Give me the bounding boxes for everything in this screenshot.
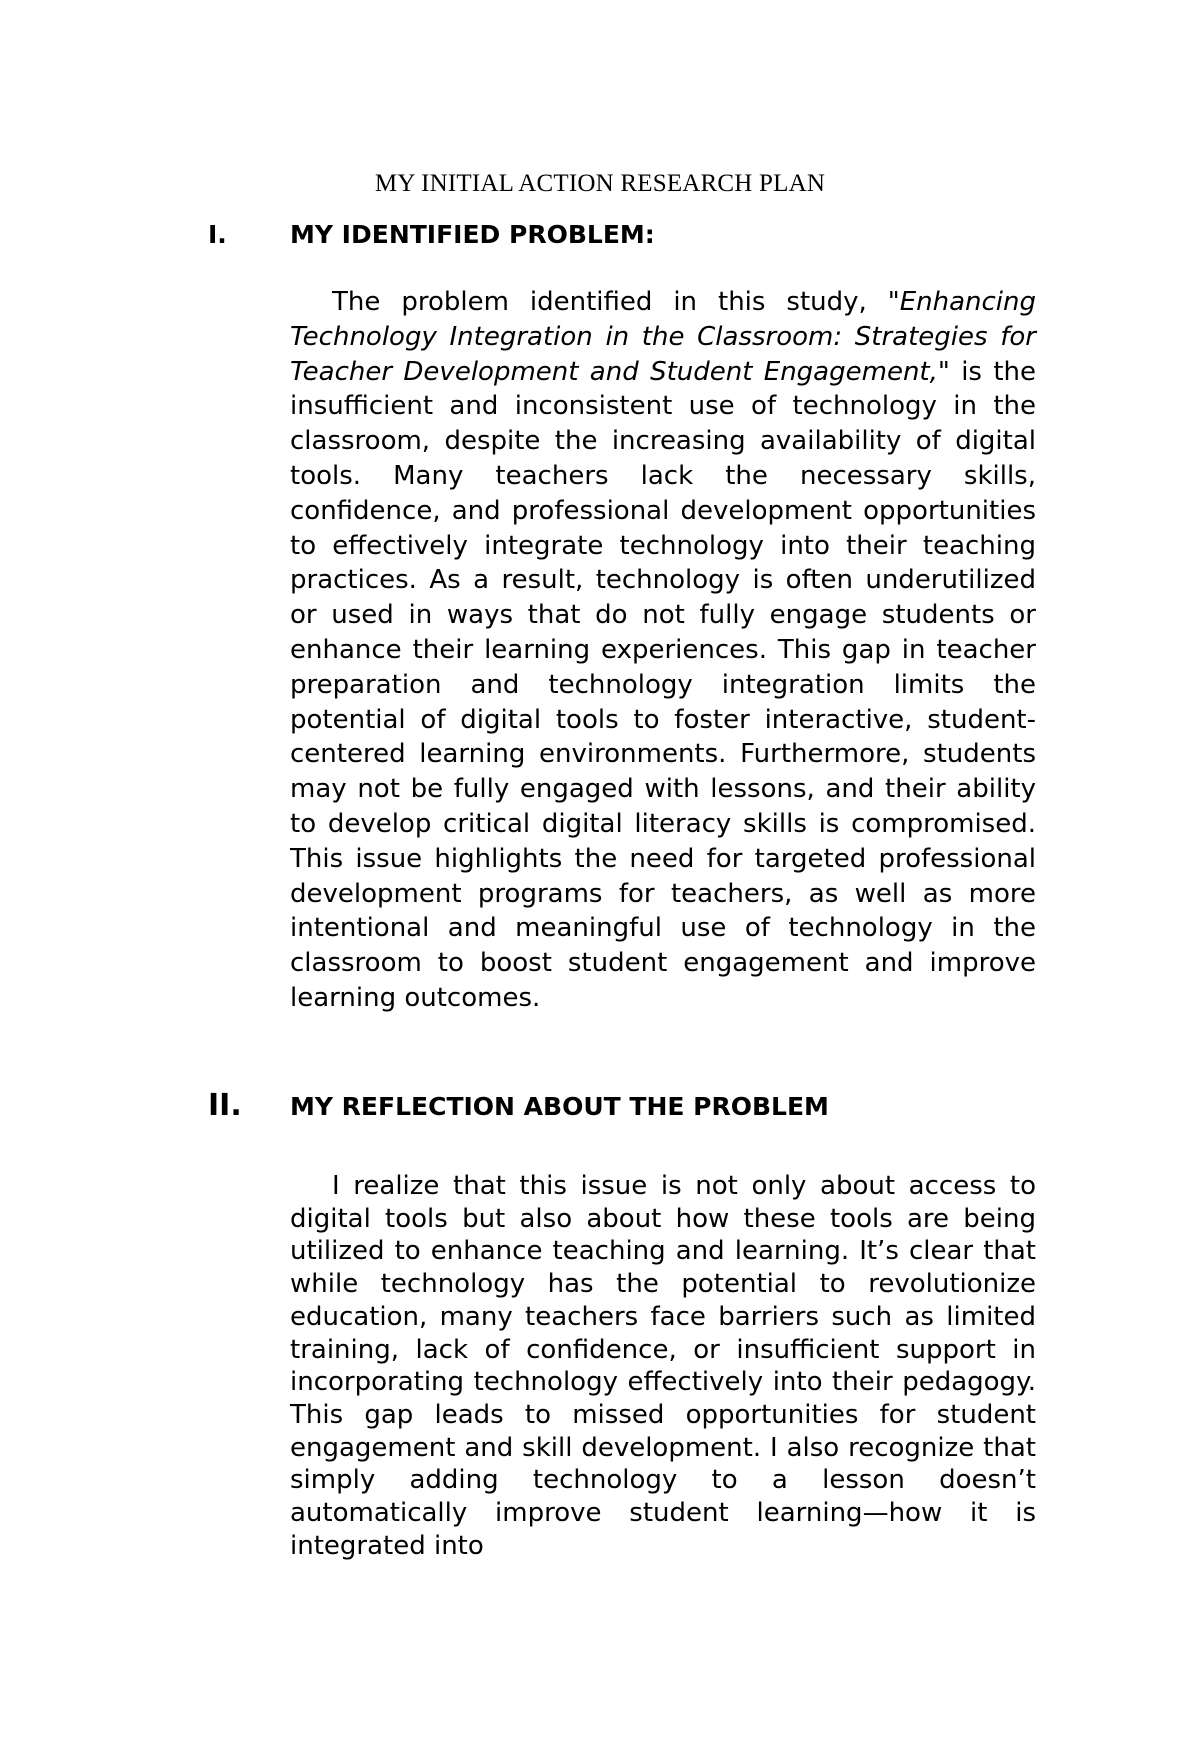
document-title: MY INITIAL ACTION RESEARCH PLAN xyxy=(374,170,826,197)
paragraph-lead-text: The problem identified in this study, " xyxy=(332,287,900,317)
section-title: MY IDENTIFIED PROBLEM: xyxy=(290,220,655,249)
study-title: Enhancing Technology Integration in the Classroom: Strategies for Teacher Development and Student Engagement, xyxy=(290,287,1036,387)
paragraph-body-text: " is the insufficient and inconsistent use of technology in the classroom, despite the increasing availability of digital tools. Many teachers lack the necessary skills, confidence, and professional development opportunities to effectively integrate technology into their teaching practices. As a result, technology is often underutilized or used in ways that do not fully engage students or enhance their learning experiences. This gap in teacher preparation and technology integration limits the potential of digital tools to foster interactive, student-centered learning environments. Furthermore, students may not be fully engaged with lessons, and their ability to develop critical digital literacy skills is compromised. This issue highlights the need for targeted professional development programs for teachers, as well as more intentional and meaningful use of technology in the classroom to boost student engagement and improve learning outcomes. xyxy=(290,356,1036,1013)
section-title: MY REFLECTION ABOUT THE PROBLEM xyxy=(290,1092,829,1121)
problem-paragraph xyxy=(290,285,1036,1016)
section-numeral: I. xyxy=(208,220,227,249)
section-numeral: II. xyxy=(208,1088,242,1123)
reflection-paragraph: I realize that this issue is not only about access to digital tools but also about how these tools are being utilized to enhance teaching and learning. It’s clear that while technology has the potential to revolutionize education, many teachers face barriers such as limited training, lack of confidence, or insufficient support in incorporating technology effectively into their pedagogy. This gap leads to missed opportunities for student engagement and skill development. I also recognize that simply adding technology to a lesson doesn’t automatically improve student learning—how it is integrated into xyxy=(290,1171,1036,1561)
